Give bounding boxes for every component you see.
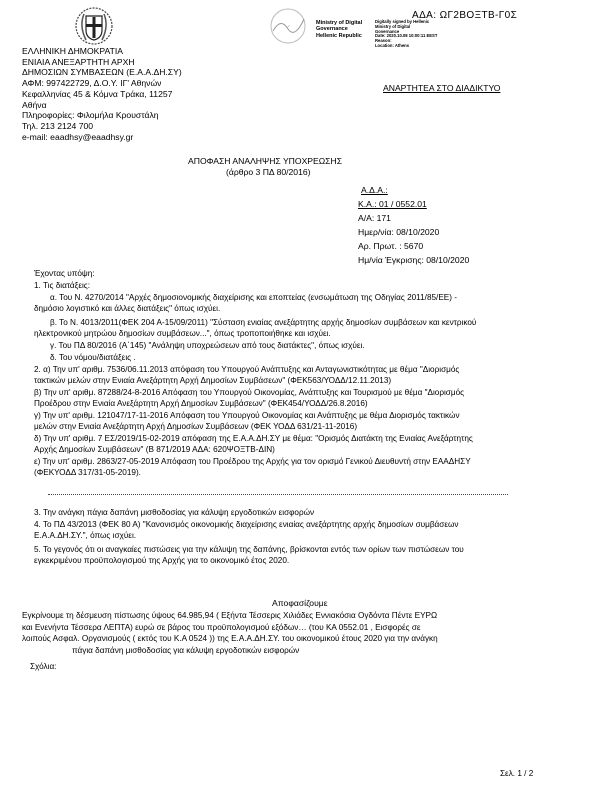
decision-title: ΑΠΟΦΑΣΗ ΑΝΑΛΗΨΗΣ ΥΠΟΧΡΕΩΣΗΣ (188, 156, 343, 166)
clause-2e-line2: (ΦΕΚΥΟΔΔ 317/31-05-2019). (34, 468, 141, 477)
svg-text:✓: ✓ (285, 25, 291, 31)
digital-signature-seal-icon (263, 7, 314, 45)
clause-1a-line2: δημόσιο λογιστικό και άλλες διατάξεις" όπως ισχύει. (34, 304, 221, 313)
decision-subtitle: (άρθρο 3 ΠΔ 80/2016) (226, 167, 311, 177)
clause-1b-line1: β. Το Ν. 4013/2011(ΦΕΚ 204 Α-15/09/2011) "Σύσταση ενιαίας ανεξάρτητης αρχής δημοσίων συμβάσεων και κεντρικού (50, 318, 477, 327)
signature-line: Location: Athens (375, 42, 410, 48)
signature-line: Ministry of Digital (375, 23, 411, 29)
clause-5-line2: εγκεκριμένου προϋπολογισμού της Αρχής για το οικονομικό έτος 2020. (34, 556, 290, 565)
ministry-line: Ministry of Digital (316, 20, 363, 26)
serial-number: Α/Α: 171 (358, 213, 391, 223)
page-number: Σελ. 1 / 2 (500, 769, 534, 778)
decision-line: και Ενενήντα Τέσσερα ΛΕΠΤΑ) ευρώ σε βάρος του προϋπολογισμού εξόδων… (του ΚΑ 0552.01 , Εισφορές σε (22, 623, 421, 632)
clause-2b-line1: β) Την υπ' αριθμ. 87288/24-8-2016 Απόφαση του Υπουργού Οικονομίας, Ανάπτυξης και Τουρισμού με θέμα "Διορισμός (34, 388, 465, 397)
sender-line: Πληροφορίες: Φιλομήλα Κρουστάλη (22, 110, 159, 121)
ministry-line: Governance (316, 26, 348, 33)
sender-line: ΔΗΜΟΣΙΩΝ ΣΥΜΒΑΣΕΩΝ (Ε.Α.Α.ΔΗ.ΣΥ) (22, 67, 182, 78)
sender-line: ΑΦΜ: 997422729, Δ.Ο.Υ. ΙΓ' Αθηνών (22, 78, 162, 89)
protocol-number: Αρ. Πρωτ. : 5670 (358, 241, 424, 251)
budget-code: Κ.Α.: 01 / 0552.01 (358, 199, 427, 209)
sender-line: ΕΛΛΗΝΙΚΗ ΔΗΜΟΚΡΑΤΙΑ (22, 46, 123, 56)
clause-4-line1: 4. Το ΠΔ 43/2013 (ΦΕΚ 80 Α) "Κανονισμός οικονομικής διαχείρισης ενιαίας ανεξάρτητης αρχής δημοσίων συμβάσεων (34, 520, 459, 529)
signature-line: Digitally signed by Hellenic (375, 19, 430, 24)
sender-line: ΕΝΙΑΙΑ ΑΝΕΞΑΡΤΗΤΗ ΑΡΧΗ (22, 56, 135, 67)
publish-note: ΑΝΑΡΤΗΤΕΑ ΣΤΟ ΔΙΑΔΙΚΤΥΟ (383, 83, 501, 93)
signature-details (375, 20, 437, 49)
clause-1a-line1: α. Του Ν. 4270/2014 "Αρχές δημοσιονομικής διαχείρισης και εποπτείας (ενσωμάτωση της Οδηγίας 2011/85/ΕΕ) - (50, 293, 457, 302)
clause-3: 3. Την ανάγκη πάγια δαπάνη μισθοδοσίας για κάλυψη εργοδοτικών εισφορών (34, 508, 315, 517)
clause-1: 1. Τις διατάξεις: (34, 281, 91, 290)
clause-2c-line1: γ) Την υπ' αριθμ. 121047/17-11-2016 Απόφαση του Υπουργού Οικονομίας και Ανάπτυξης με θέμα Διορισμός τακτικών (34, 411, 460, 420)
ada-code-top: ΑΔΑ: ΩΓ2ΒΟΞΤΒ-Γ0Σ (412, 10, 518, 21)
sender-line: Τηλ. 213 2124 700 (22, 120, 94, 131)
clause-2d-line2: Αρχής Δημοσίων Συμβάσεων" (Β 871/2019 ΑΔΑ: 620ΨΟΞΤΒ-ΔΙΝ) (34, 445, 275, 454)
decision-line: πάγια δαπάνη μισθοδοσίας για κάλυψη εργοδοτικών εισφορών (72, 646, 300, 655)
ministry-line: Hellenic Republic (316, 32, 362, 39)
clause-2d-line1: δ) Την υπ' αριθμ. 7 ΕΣ/2019/15-02-2019 απόφαση της Ε.Α.Α.ΔΗ.ΣΥ με θέμα: "Ορισμός Διατάκτη της Ενιαίας Ανεξάρτητης (34, 434, 473, 443)
ada-label: Α.Δ.Α.: (361, 185, 388, 195)
decision-line: λοιπούς Ασφαλ. Οργανισμούς ( εκτός του Κ.Α 0524 )) της Ε.Α.Α.ΔΗ.ΣΥ. του οικονομικού έτους 2020 για την ανάγκη (22, 634, 438, 643)
decision-line: Εγκρίνουμε τη δέσμευση πίστωσης ύψους 64.985,94 ( Εξήντα Τέσσερις Χιλιάδες Εννιακόσια Ογδόντα Πέντε ΕΥΡΩ (22, 611, 438, 620)
signature-line: Date: 2020.10.08 10:00:11 EEST (375, 33, 438, 39)
greek-emblem-icon (74, 4, 114, 46)
sender-block (22, 46, 182, 142)
ministry-signer-name (316, 20, 362, 39)
sender-line: e-mail: eaadhsy@eaadhsy.gr (22, 131, 134, 142)
clause-2c-line2: μελών στην Ενιαία Ανεξάρτητη Αρχή Δημοσίων Συμβάσεων (ΦΕΚ ΥΟΔΔ 631/21-11-2016) (34, 422, 358, 431)
sender-line: Κεφαλληνίας 45 & Κόμνα Τράκα, 11257 (22, 88, 173, 99)
clause-1d: δ. Του νόμου/διατάξεις . (50, 353, 136, 362)
sender-line: Αθήνα (22, 99, 47, 110)
clause-2e-line1: ε) Την υπ' αριθμ. 2863/27-05-2019 Απόφαση του Προέδρου της Αρχής για τον ορισμό Γενικού Διευθυντή στην ΕΑΑΔΗΣΥ (34, 457, 471, 466)
clause-5-line1: 5. Το γεγονός ότι οι αναγκαίες πιστώσεις για την κάλυψη της δαπάνης, βρίσκονται εντός των ορίων των πιστώσεων του (34, 545, 464, 554)
clause-1b-line2: ηλεκτρονικού μητρώου δημοσίων συμβάσεων...", όπως τροποποιήθηκε και ισχύει. (34, 329, 331, 338)
clause-2b-line2: Προέδρου στην Ενιαία Ανεξάρτητη Αρχή Δημοσίων Συμβάσεων" (ΦΕΚ454/ΥΟΔΔ/26.8.2016) (34, 399, 368, 408)
approval-date: Ημ/νία Έγκρισης: 08/10/2020 (358, 255, 470, 265)
comments-label: Σχόλια: (30, 662, 57, 671)
clause-1c: γ. Του ΠΔ 80/2016 (Α΄145) "Ανάληψη υποχρεώσεων από τους διατάκτες", όπως ισχύει. (50, 341, 365, 350)
date-field: Ημερ/νία: 08/10/2020 (358, 227, 440, 237)
having-regard-heading: Έχοντας υπόψη: (34, 269, 95, 278)
signature-line: Reason: (375, 38, 392, 44)
clause-2a-line1: 2. α) Την υπ' αριθμ. 7536/06.11.2013 απόφαση του Υπουργού Ανάπτυξης και Ανταγωνιστικότητας με θέμα "Διορισμός (34, 365, 460, 374)
divider (48, 494, 508, 495)
clause-2a-line2: τακτικών μελών στην Ενιαία Ανεξάρτητη Αρχή Δημοσίων Συμβάσεων" (ΦΕΚ563/ΥΟΔΔ/12.11.2013) (34, 376, 392, 385)
decision-heading: Αποφασίζουμε (272, 598, 328, 608)
clause-4-line2: Ε.Α.Α.ΔΗ.ΣΥ.", όπως ισχύει. (34, 531, 137, 540)
signature-line: Governance (375, 28, 400, 34)
